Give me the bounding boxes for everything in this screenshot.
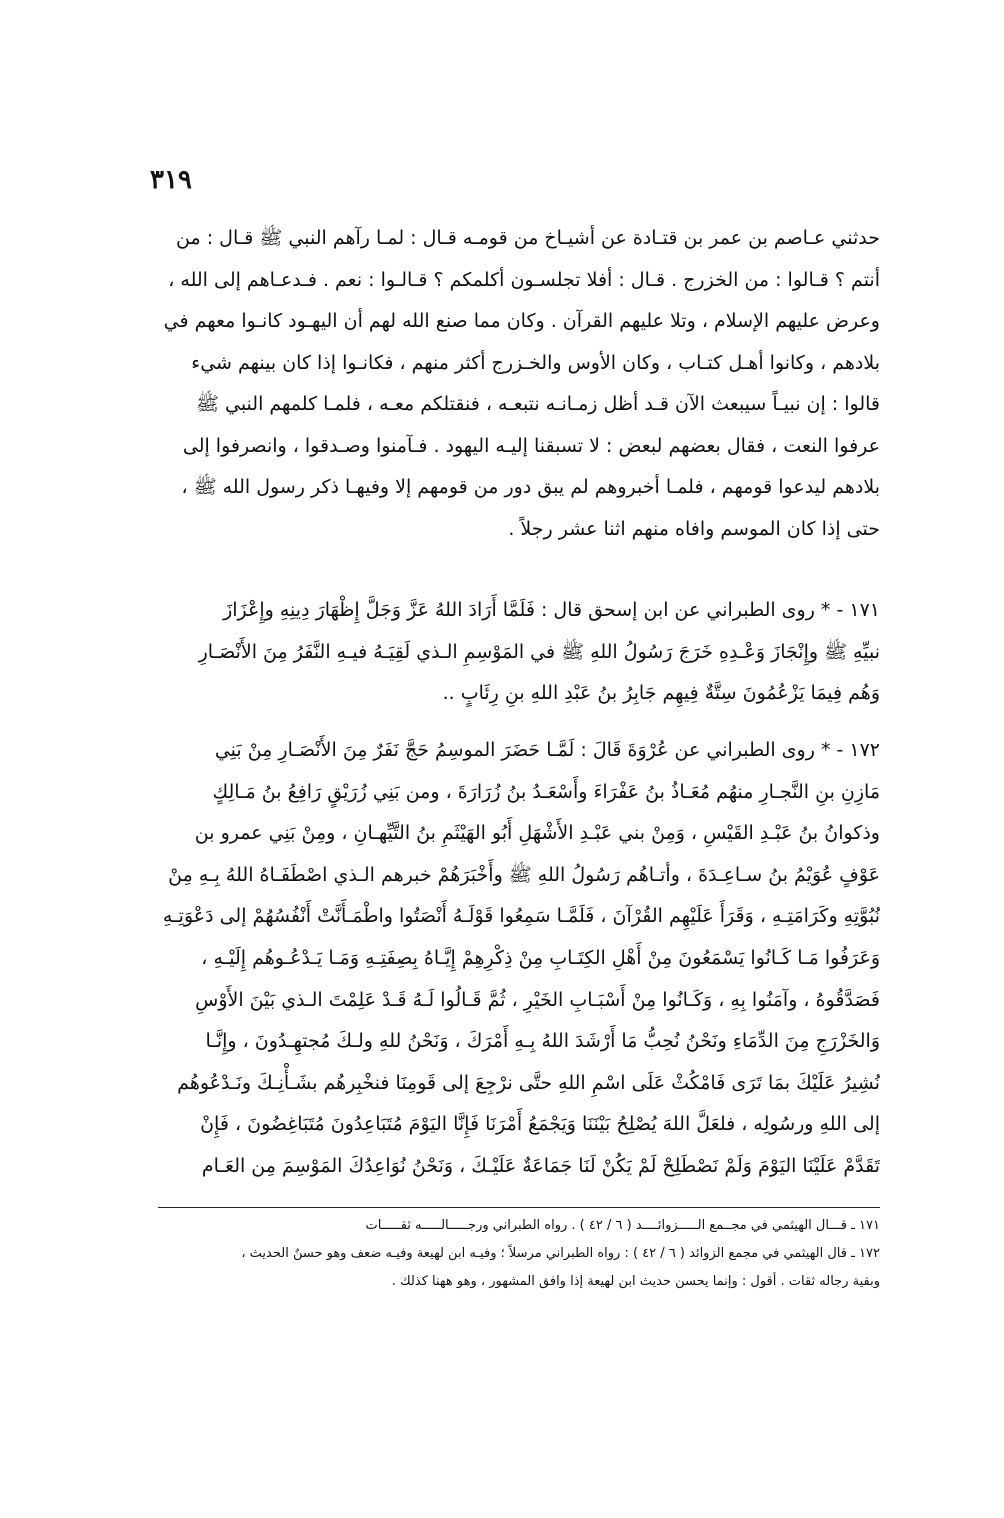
text-line: وذكوانُ بنُ عَبْـدِ القَيْسِ ، وَمِنْ بني عَبْـدِ الأَشْهَلِ أَبُو الهَيْثَمِ بنُ التَّيِّهـانِ ، ومِنْ بَنِي عمرو بن <box>194 822 880 845</box>
footnote-divider <box>158 1207 880 1208</box>
text-line: عرفوا النعت ، فقال بعضهم لبعض : لا تسبقنا إليـه اليهود . فـآمنوا وصـدقوا ، وانصرفوا إلى <box>182 434 880 457</box>
text-line: إلى اللهِ ورسُولِه ، فلعَلَّ اللهَ يُصْلِحُ بَيْنَنَا وَيَجْمَعُ أَمْرَنَا فَإِنَّا اليَوْمَ مُتَبَاعِدُونَ مُتَبَاغِضُونَ ، فَإِنْ <box>200 1113 880 1136</box>
paragraph-narration <box>158 218 880 550</box>
text-line: بلادهم ليدعوا قومهم ، فلمـا أخبروهم لم يبق دور من قومهم إلا وفيهـا ذكر رسول الله ﷺ ، <box>181 476 880 498</box>
text-line: ١٧١ - * روى الطبراني عن ابن إسحق قال : فَلَمَّا أَرَادَ اللهُ عَزَّ وَجَلَّ إِظْهَارَ دِينِهِ وإِعْزَازَ <box>223 599 880 621</box>
text-line: نبيِّهِ ﷺ وإِنْجَازَ وَعْـدِهِ خَرَجَ رَسُولُ اللهِ ﷺ في المَوْسِمِ الـذي لَقِيَـهُ فيـهِ النَّفَرُ مِنَ الأَنْصَـارِ <box>198 640 880 663</box>
footnotes <box>158 1212 880 1296</box>
text-line: فَصَدَّقُوهُ ، وآمَنُوا بِهِ ، وَكَـانُوا مِنْ أَسْبَـابِ الخَيْرِ ، ثُمَّ قَـالُوا لَـهُ قَـدْ عَلِمْتَ الـذي بَيْنَ الأَوْسِ <box>195 988 880 1011</box>
text-line: حتى إذا كان الموسم وافاه منهم اثنا عشر رجلاً . <box>508 517 880 540</box>
text-line: تَقَدَّمْ عَلَيْنَا اليَوْمَ وَلَمْ نَصْطَلِحْ لَمْ يَكُنْ لَنَا جَمَاعَةٌ عَلَيْـكَ ، وَنَحْنُ نُوَاعِدُكَ المَوْسِمَ مِن العَـام <box>201 1154 880 1177</box>
text-line: نُبُوَّتِهِ وكَرَامَتِـهِ ، وَقَرَأَ عَلَيْهِم القُرْآنَ ، فَلَمَّـا سَمِعُوا قَوْلَـهُ أَنْصَتُوا واطْمَـأَنَّتْ أَنْفُسُهُمْ إلى دَعْوَتِـهِ <box>162 905 880 928</box>
page-number: ٣١٩ <box>150 165 192 195</box>
text-line: أنتم ؟ قـالوا : من الخزرج . قـال : أفلا تجلسـون أكلمكم ؟ قـالـوا : نعم . فـدعـاهم إلى الله ، <box>168 268 880 291</box>
footnote-172-continuation: وبقية رجاله ثقات . أقول : وإنما يحسن حديث ابن لهيعة إذا وافق المشهور ، وهو ههنا كذلك . <box>391 1274 880 1289</box>
text-line: وَعَرَفُوا مَـا كَـانُوا يَسْمَعُونَ مِنْ أَهْلِ الكِتَـابِ مِنْ ذِكْرِهِمْ إِيَّـاهُ بِصِفَتِـهِ وَمَـا يَـدْعُـوهُم إِلَيْـهِ ، <box>201 946 880 969</box>
text-line: عَوْفٍ عُوَيْمُ بنُ سـاعِـدَةَ ، وأتـاهُم رَسُولُ اللهِ ﷺ وأَخْبَرَهُمْ خبرهم الـذي اصْطَفَـاهُ اللهُ بِـهِ مِنْ <box>168 863 880 886</box>
text-line: قالوا : إن نبيـاً سيبعث الآن قـد أظل زمـانـه نتبعـه ، فنقتلكم معـه ، فلمـا كلمهم النبي ﷺ <box>196 393 880 415</box>
text-line: مَازِنِ بنِ النَّجـارِ منهُم مُعَـاذُ بنُ عَفْرَاءَ وأَسْعَـدُ بنُ زُرَارَةَ ، ومن بَنِي زُرَيْقٍ رَافِعُ بنُ مَـالِكٍ <box>212 780 880 803</box>
text-line: حدثني عـاصم بن عمر بن قتـادة عن أشيـاخ من قومـه قـال : لمـا رآهم النبي ﷺ قـال : من <box>176 227 880 249</box>
footnote-171: ١٧١ ـ قـــال الهيثمي في مجــمع الـــــزوائــــد ( ٦ / ٤٢ ) . رواه الطبراني ورجـــــالـــــه ثقـــــات <box>365 1218 880 1233</box>
text-line: وَهُم فِيمَا يَزْعُمُونَ سِتَّةٌ فِيهِم جَابِرُ بنُ عَبْدِ اللهِ بنِ رِئَابٍ .. <box>442 682 880 704</box>
paragraph-hadith-172 <box>158 730 880 1188</box>
text-line: بلادهم ، وكانوا أهـل كتـاب ، وكان الأوس والخـزرج أكثر منهم ، فكانـوا إذا كان بينهم شيء <box>191 351 880 374</box>
text-line: ١٧٢ - * روى الطبراني عن عُرْوَةَ قَالَ : لَمَّـا حَضَرَ الموسِمُ حَجَّ نَفَرٌ مِنَ الأَنْصَـارِ مِنْ بَنِي <box>214 739 880 761</box>
text-line: نُشِيرُ عَلَيْكَ بمَا تَرَى فَامْكُثْ عَلَى اسْمِ اللهِ حتَّى نرْجِعَ إلى قَومِنَا فنخْبِرهُم بشَـأْنِـكَ ونَـدْعُوهُم <box>177 1071 880 1094</box>
text-line: وعرض عليهم الإسلام ، وتلا عليهم القرآن . وكان مما صنع الله لهم أن اليهـود كانـوا معهم في <box>163 310 880 332</box>
text-line: وَالخَزْرَجِ مِنَ الدِّمَاءِ ونَحْنُ نُحِبُّ مَا أَرْشَدَ اللهُ بِـهِ أَمْرَكَ ، وَنَحْنُ للهِ ولـكَ مُجتهِـدُونَ ، وإِنَّـا <box>205 1030 880 1053</box>
footnote-172: ١٧٢ ـ قال الهيثمي في مجمع الزوائد ( ٦ / ٤٢ ) : رواه الطبراني مرسلاً ؛ وفيـه ابن لهيعة وفيـه ضعف وهو حسنُ الحديث ، <box>241 1246 880 1261</box>
paragraph-hadith-171 <box>158 590 880 715</box>
